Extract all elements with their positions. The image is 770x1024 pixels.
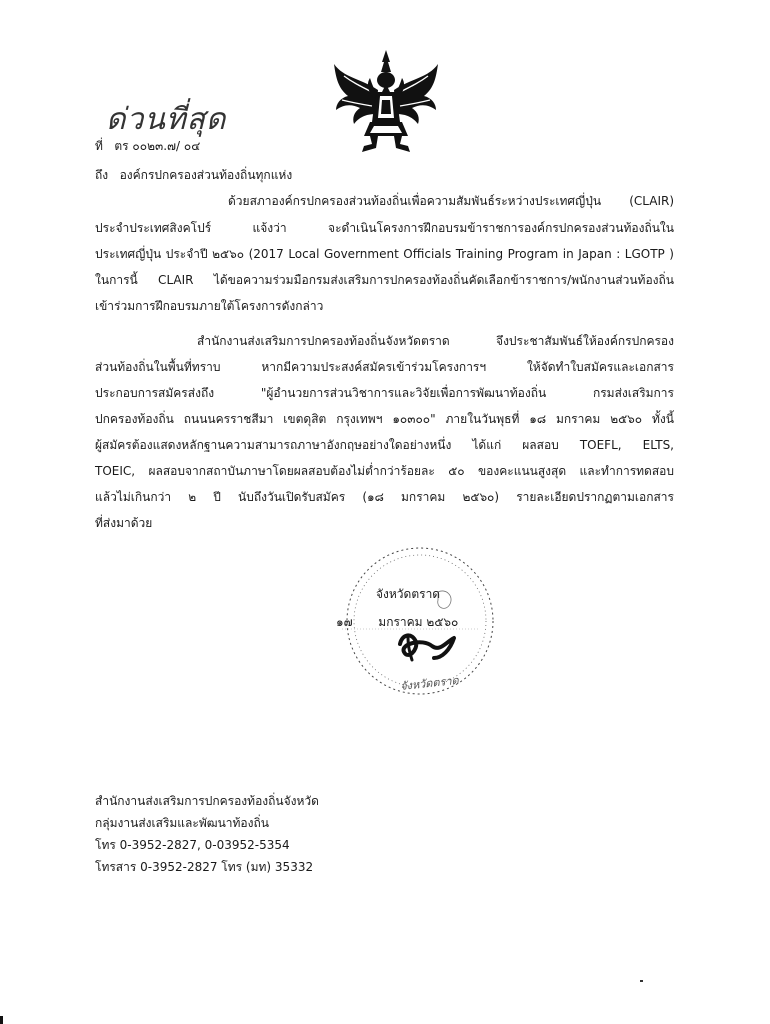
stamp-rim-text: จังหวัดตราด [399,673,460,694]
stamp-province: จังหวัดตราด [376,587,441,601]
paragraph-line: ส่วนท้องถิ่นในพื้นที่ทราบ หากมีความประสงค์สมัครเข้าร่วมโครงการฯ ให้จัดทำใบสมัครและเอกสาร [95,360,674,374]
paragraph-line: ผู้สมัครต้องแสดงหลักฐานความสามารถภาษาอังกฤษอย่างใดอย่างหนึ่ง ได้แก่ ผลสอบ TOEFL, ELTS, [95,438,674,452]
paragraph-line: เข้าร่วมการฝึกอบรมภายใต้โครงการดังกล่าว [95,299,324,313]
stamp-date [336,613,458,632]
recipient-value: องค์กรปกครองส่วนท้องถิ่นทุกแห่ง [119,168,293,182]
stamp-month-year: มกราคม ๒๕๖๐ [378,615,459,629]
reference-number: ตร ๐๐๒๓.๗/ ๐๔ [114,139,201,153]
reference-line [95,138,200,154]
garuda-emblem [330,48,442,156]
scan-speck [0,1016,3,1024]
paragraph-line: ด้วยสภาองค์กรปกครองส่วนท้องถิ่นเพื่อความสัมพันธ์ระหว่างประเทศญี่ปุ่น (CLAIR) [228,194,674,208]
urgency-heading: ด่วนที่สุด [106,102,227,137]
paragraph-line: สำนักงานส่งเสริมการปกครองท้องถิ่นจังหวัดตราด จึงประชาสัมพันธ์ให้องค์กรปกครอง [197,334,674,348]
paragraph-line: ประเทศญี่ปุ่น ประจำปี ๒๕๖๐ (2017 Local Government Officials Training Program in Japan : LGOTP ) [95,247,674,261]
recipient-line [95,167,292,183]
scan-speck [640,980,643,982]
paragraph-line: แล้วไม่เกินกว่า ๒ ปี นับถึงวันเปิดรับสมัคร (๑๘ มกราคม ๒๕๖๐) รายละเอียดปรากฏตามเอกสาร [95,490,674,504]
footer-office: สำนักงานส่งเสริมการปกครองท้องถิ่นจังหวัด [95,794,319,808]
paragraph-line: ที่ส่งมาด้วย [95,516,153,530]
paragraph-line: ในการนี้ CLAIR ได้ขอความร่วมมือกรมส่งเสริมการปกครองท้องถิ่นคัดเลือกข้าราชการ/พนักงานส่วนท้องถิ่น [95,273,674,287]
footer-phone: โทร 0-3952-2827, 0-03952-5354 [95,838,290,852]
paragraph-line: ประจำประเทศสิงคโปร์ แจ้งว่า จะดำเนินโครงการฝึกอบรมข้าราชการองค์กรปกครองส่วนท้องถิ่นใน [95,221,674,235]
footer-fax: โทรสาร 0-3952-2827 โทร (มท) 35332 [95,860,314,874]
paragraph-line: TOEIC, ผลสอบจากสถาบันภาษาโดยผลสอบต้องไม่ต่ำกว่าร้อยละ ๕๐ ของคะแนนสูงสุด และทำการทดสอบ [95,464,674,478]
footer-group: กลุ่มงานส่งเสริมและพัฒนาท้องถิ่น [95,816,269,830]
paragraph-line: ปกครองท้องถิ่น ถนนนครราชสีมา เขตดุสิต กรุงเทพฯ ๑๐๓๐๐" ภายในวันพุธที่ ๑๘ มกราคม ๒๕๖๐ ทั้งนี้ [95,412,674,426]
official-stamp [336,542,498,700]
stamp-day: ๑๗ [336,615,353,629]
recipient-label: ถึง [95,168,109,182]
paragraph-line: ประกอบการสมัครส่งถึง "ผู้อำนวยการส่วนวิชาการและวิจัยเพื่อการพัฒนาท้องถิ่น กรมส่งเสริมการ [95,386,674,400]
reference-label: ที่ [95,139,103,153]
